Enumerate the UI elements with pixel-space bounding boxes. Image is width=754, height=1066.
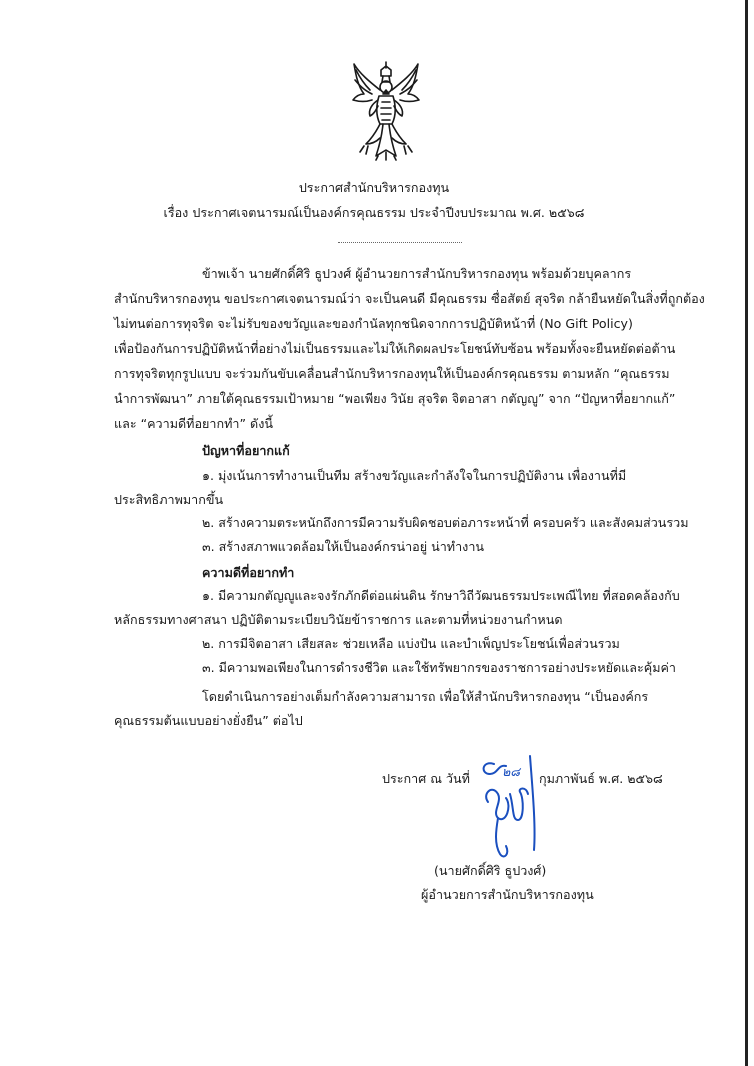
intro-line: เพื่อป้องกันการปฏิบัติหน้าที่อย่างไม่เป็นธรรมและไม่ให้เกิดผลประโยชน์ทับซ้อน พร้อมทั้งจะยืนหยัดต่อต้าน [114,341,676,356]
virtue-item: หลักธรรมทางศาสนา ปฏิบัติตามระเบียบวินัยข้าราชการ และตามที่หน่วยงานกำหนด [114,612,563,627]
problems-heading: ปัญหาที่อยากแก้ [202,443,290,458]
virtue-item: ๑. มีความกตัญญูและจงรักภักดีต่อแผ่นดิน รักษาวิถีวัฒนธรรมประเพณีไทย ที่สอดคล้องกับ [202,588,680,603]
intro-line: นำการพัฒนา” ภายใต้คุณธรรมเป้าหมาย “พอเพียง วินัย สุจริต จิตอาสา กตัญญู” จาก “ปัญหาที่อยากแก้” [114,391,676,406]
intro-line: ข้าพเจ้า นายศักดิ์ศิริ ธูปวงศ์ ผู้อำนวยการสำนักบริหารกองทุน พร้อมด้วยบุคลากร [202,266,632,281]
announcement-day: ๒๘ [502,764,521,779]
announcement-prefix: ประกาศ ณ วันที่ [382,771,470,786]
closing-line: โดยดำเนินการอย่างเต็มกำลังความสามารถ เพื่อให้สำนักบริหารกองทุน “เป็นองค์กร [202,689,649,704]
signatory-name: (นายศักดิ์ศิริ ธูปวงศ์) [434,863,547,878]
problem-item: ๒. สร้างความตระหนักถึงการมีความรับผิดชอบต่อภาระหน้าที่ ครอบครัว และสังคมส่วนรวม [202,515,689,530]
document-subject: เรื่อง ประกาศเจตนารมณ์เป็นองค์กรคุณธรรม ประจำปีงบประมาณ พ.ศ. ๒๕๖๘ [163,205,585,220]
virtue-item: ๒. การมีจิตอาสา เสียสละ ช่วยเหลือ แบ่งปัน และบำเพ็ญประโยชน์เพื่อส่วนรวม [202,636,620,651]
intro-line: สำนักบริหารกองทุน ขอประกาศเจตนารมณ์ว่า จะเป็นคนดี มีคุณธรรม ซื่อสัตย์ สุจริต กล้ายืนหยัดในสิ่งที่ถูกต้อง [114,291,705,306]
problem-item: ๓. สร้างสภาพแวดล้อมให้เป็นองค์กรน่าอยู่ น่าทำงาน [202,539,484,554]
virtues-heading: ความดีที่อยากทำ [202,565,295,580]
problem-item: ๑. มุ่งเน้นการทำงานเป็นทีม สร้างขวัญและกำลังใจในการปฏิบัติงาน เพื่องานที่มี [202,468,627,483]
garuda-emblem-icon [350,60,422,162]
announcement-month-year: กุมภาพันธ์ พ.ศ. ๒๕๖๘ [539,771,663,786]
signatory-position: ผู้อำนวยการสำนักบริหารกองทุน [421,887,594,902]
virtue-item: ๓. มีความพอเพียงในการดำรงชีวิต และใช้ทรัพยากรของราชการอย่างประหยัดและคุ้มค่า [202,660,677,675]
issuer-title: ประกาศสำนักบริหารกองทุน [298,180,450,195]
intro-line: ไม่ทนต่อการทุจริต จะไม่รับของขวัญและของกำนัลทุกชนิดจากการปฏิบัติหน้าที่ (No Gift Policy) [114,316,633,331]
header-divider [338,242,462,243]
closing-line: คุณธรรมต้นแบบอย่างยั่งยืน” ต่อไป [114,713,303,728]
problem-item: ประสิทธิภาพมากขึ้น [114,492,224,507]
intro-line: และ “ความดีที่อยากทำ” ดังนี้ [114,416,273,431]
handwritten-signature-icon [476,754,548,862]
intro-line: การทุจริตทุกรูปแบบ จะร่วมกันขับเคลื่อนสำนักบริหารกองทุนให้เป็นองค์กรคุณธรรม ตามหลัก “คุณธรรม [114,366,670,381]
